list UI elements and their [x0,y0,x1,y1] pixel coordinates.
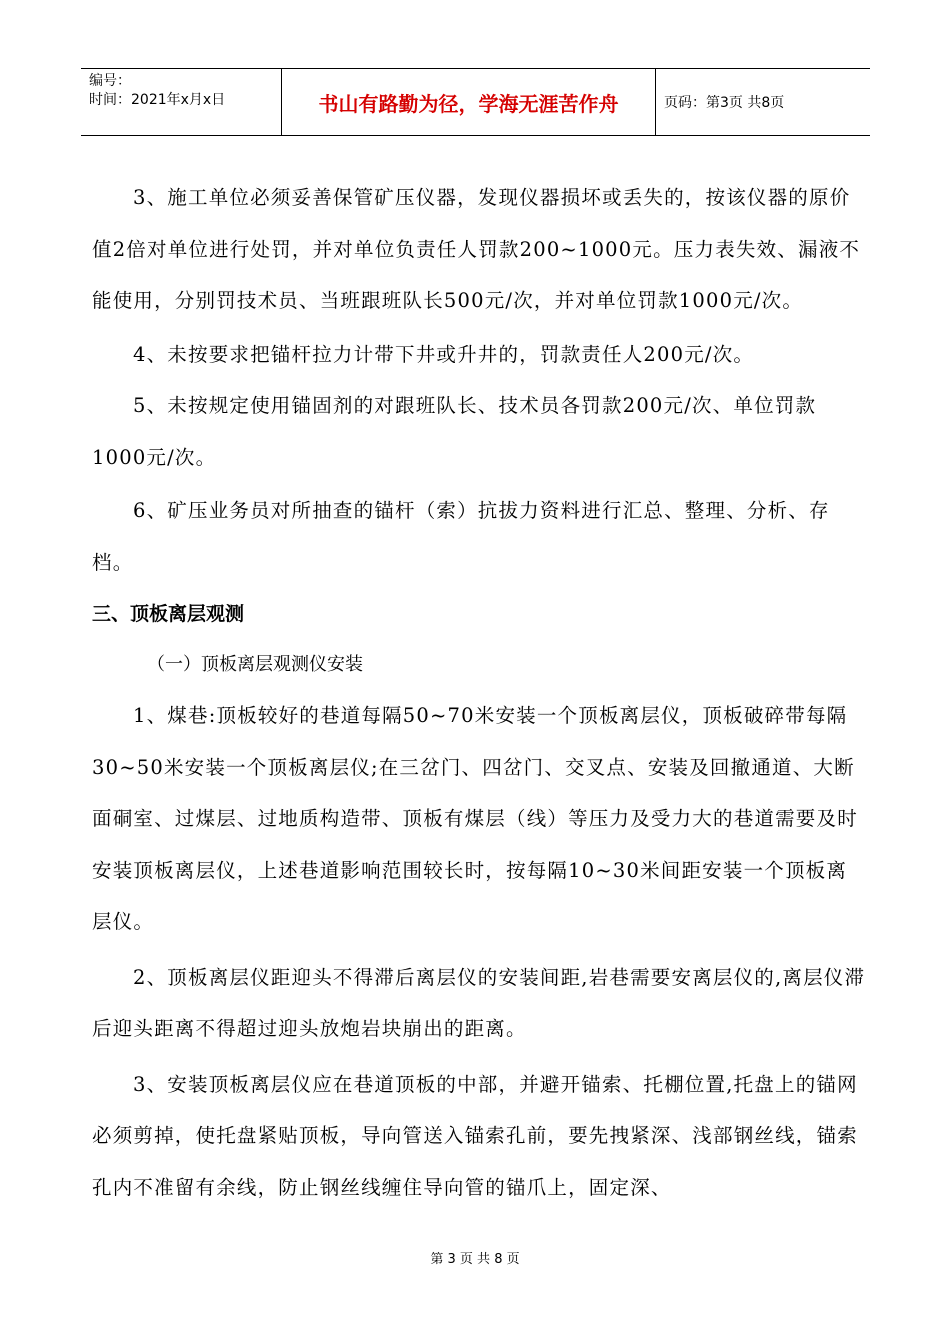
header-motto: 书山有路勤为径，学海无涯苦作舟 [282,69,656,135]
time-label: 时间：2021年x月x日 [89,92,226,108]
paragraph-install-3: 3、安装顶板离层仪应在巷道顶板的中部，并避开锚索、托棚位置,托盘上的锚网必须剪掉，使托盘紧贴顶板，导向管送入锚索孔前，要先拽紧深、浅部钢丝线，锚索孔内不准留有余线，防止钢丝线缠住导向管的锚爪上，固定深、 [92,1072,858,1199]
paragraph-install-1: 1、煤巷:顶板较好的巷道每隔50~70米安装一个顶板离层仪，顶板破碎带每隔30~50米安装一个顶板离层仪;在三岔门、四岔门、交叉点、安装及回撤通道、大断面硐室、过煤层、过地质构造带、顶板有煤层（线）等压力及受力大的巷道需要及时安装顶板离层仪，上述巷道影响范围较长时，按每隔10~30米间距安装一个顶板离层仪。 [92,704,858,933]
document-header [81,68,870,136]
number-label: 编号： [89,73,131,89]
document-body [92,172,867,1213]
header-meta [81,69,282,135]
paragraph-6: 6、矿压业务员对所抽查的锚杆（索）抗拔力资料进行汇总、整理、分析、存档。 [92,499,830,574]
section-heading: 三、顶板离层观测 [92,603,245,625]
page-footer: 第 3 页 共 8 页 [430,1252,520,1267]
subsection-heading: （一）顶板离层观测仪安装 [147,654,363,675]
header-page-info: 页码：第3页 共8页 [664,95,785,111]
paragraph-4: 4、未按要求把锚杆拉力计带下井或升井的，罚款责任人200元/次。 [133,342,755,366]
paragraph-3: 3、施工单位必须妥善保管矿压仪器，发现仪器损坏或丢失的，按该仪器的原价值2倍对单位进行处罚，并对单位负责任人罚款200~1000元。压力表失效、漏液不能使用，分别罚技术员、当班跟班队长500元/次，并对单位罚款1000元/次。 [92,186,861,312]
paragraph-install-2: 2、顶板离层仪距迎头不得滞后离层仪的安装间距,岩巷需要安离层仪的,离层仪滞后迎头距离不得超过迎头放炮岩块崩出的距离。 [92,965,866,1040]
paragraph-5: 5、未按规定使用锚固剂的对跟班队长、技术员各罚款200元/次、单位罚款1000元/次。 [92,394,817,469]
